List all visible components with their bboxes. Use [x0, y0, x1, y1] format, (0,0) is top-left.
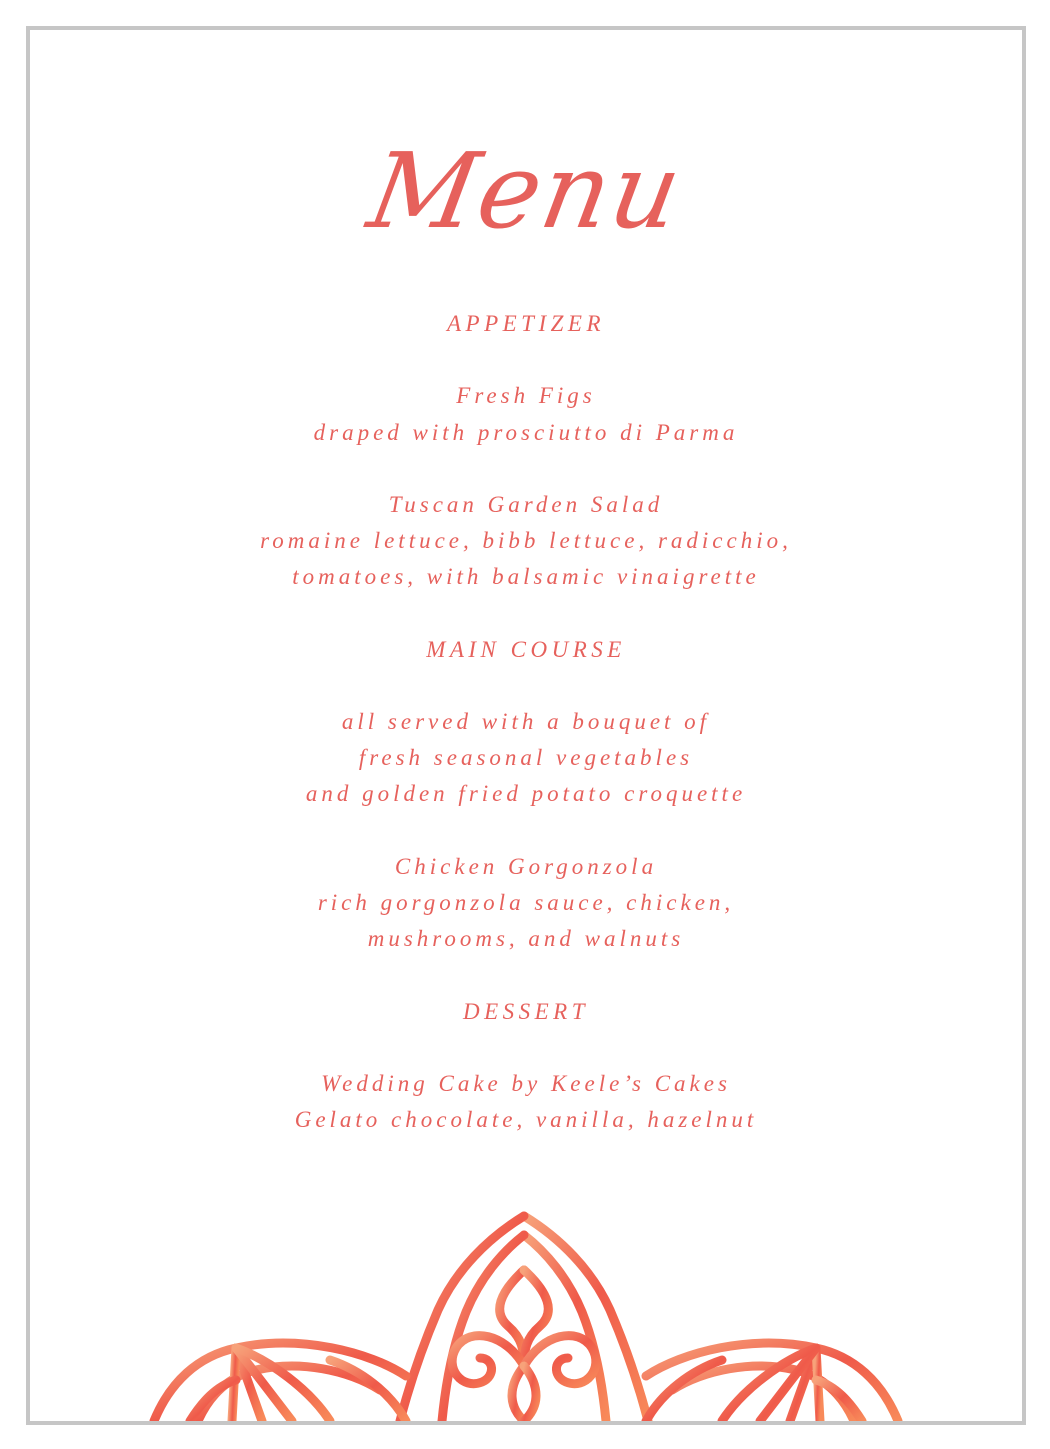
section-note: and golden fried potato croquette — [305, 781, 747, 807]
spacer — [30, 342, 1022, 378]
menu-item-name: Wedding Cake by Keele’s Cakes — [321, 1070, 731, 1096]
section-heading-appetizer: APPETIZER — [446, 311, 606, 336]
spacer — [30, 813, 1022, 849]
menu-item-description: rich gorgonzola sauce, chicken, — [317, 890, 735, 915]
menu-item-name: Fresh Figs — [456, 383, 596, 409]
menu-item-description: romaine lettuce, bibb lettuce, radicchio, — [260, 528, 792, 554]
spacer — [30, 451, 1022, 487]
spacer — [30, 957, 1022, 993]
menu-item-description: draped with prosciutto di Parma — [313, 419, 739, 445]
menu-body — [30, 306, 1022, 1138]
section-note: fresh seasonal vegetables — [358, 745, 694, 771]
menu-card — [26, 26, 1026, 1425]
menu-item-description: tomatoes, with balsamic vinaigrette — [292, 564, 760, 590]
menu-item-description: mushrooms, and walnuts — [367, 926, 685, 952]
spacer — [30, 596, 1022, 632]
spacer — [30, 1030, 1022, 1066]
section-heading-dessert: DESSERT — [462, 998, 590, 1024]
menu-title: Menu — [360, 130, 692, 252]
section-note: all served with a bouquet of — [341, 709, 711, 735]
menu-item-description: Gelato chocolate, vanilla, hazelnut — [294, 1107, 758, 1133]
spacer — [30, 668, 1022, 704]
menu-item-name: Tuscan Garden Salad — [388, 491, 664, 517]
section-heading-main-course: MAIN COURSE — [426, 636, 626, 662]
menu-item-name: Chicken Gorgonzola — [394, 853, 658, 879]
